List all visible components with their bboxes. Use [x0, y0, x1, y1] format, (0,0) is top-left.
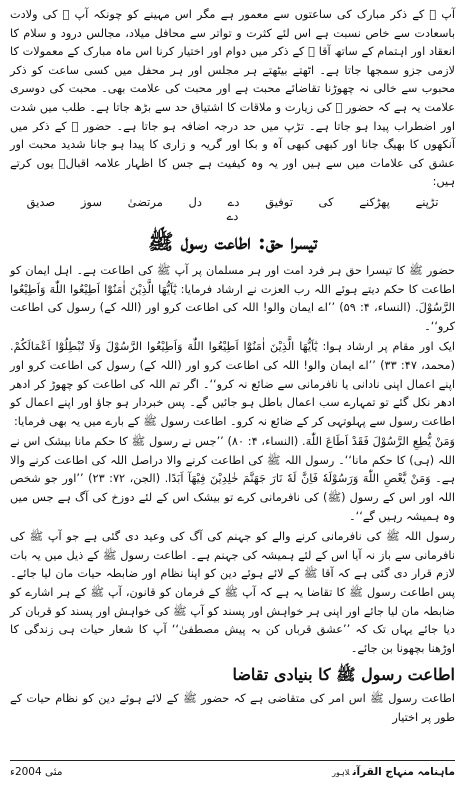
- body-paragraph-1: حضور ﷺ کا تیسرا حق ہر فرد امت اور ہر مسلمان پر آپ ﷺ کی اطاعت ہے۔ اہل ایمان کو اطاعت کا حکم دیتے ہوئے اللہ رب العزت نے ارشاد فرمایا: يٰٓاَيُّهَا الَّذِيْنَ اٰمَنُوْٓا اَطِيْعُوا اللّٰهَ وَاَطِيْعُوا الرَّسُوْلَ. (النساء، ۴: ۵۹) ’’اے ایمان والو! اللہ کی اطاعت کرو اور (اللہ کے) رسول کی اطاعت کرو‘‘۔: [10, 263, 456, 333]
- intro-paragraph: آپ ﷺ کے ذکر مبارک کی ساعتوں سے معمور ہے مگر اس مہینے کو چونکہ آپ ﷺ کی ولادت باسعادت سے خاص نسبت ہے اس لئے کثرت و تواتر سے محافل میلاد، مجالس درود و سلام کا انعقاد اور اہتمام کے ساتھ آقا ﷺ کے ذکر میں دوام اور اختیار کرنا اس ماہ مبارک کے معمولات کا لازمی جزو سمجھا جاتا ہے۔ اٹھتے بیٹھتے ہر مجلس اور ہر محفل میں کسی ساعت کو ذکر محبوب سے خالی نہ چھوڑنا تقاضائے محبت ہے اور محبت کی علامت بھی۔ محبت کی دوسری علامت یہ ہے کہ حضور ﷺ کی زیارت و ملاقات کا اشتیاق حد سے بڑھ جاتا ہے۔ طلب میں شدت اور اضطراب پیدا ہو جاتا ہے۔ تڑپ میں حد درجہ اضافہ ہو جاتا ہے۔ حضور ﷺ کے ذکر میں آنکھوں کا بھیگ جانا اور کبھی کبھی آہ و بکا اور گریہ و زاری کا پیدا ہو جانا شدید محبت اور عشق کی علامات میں سے ہیں اور یہ وہ کیفیت ہے جس کا اظہار علامہ اقبالؒ یوں کرتے ہیں:: [10, 8, 455, 189]
- poetry-verse: تڑپنے پھڑکنے کی توفیق دے دل مرتضیٰ سوز صدیق دے: [26, 194, 439, 223]
- body-paragraph-3: وَمَنْ يُّطِعِ الرَّسُوْلَ فَقَدْ اَطَاعَ اللّٰهَ. (النساء، ۴: ۸۰) ’’جس نے رسول ﷺ کا حکم مانا بیشک اس نے اللہ (ہی) کا حکم مانا‘‘۔ رسول اللہ ﷺ کی اطاعت کرنے والا دراصل اللہ کی اطاعت کرنے والا ہے۔ وَمَنْ يَّعْصِ اللّٰهَ وَرَسُوْلَهٗ فَاِنَّ لَهٗ نَارَ جَهَنَّمَ خٰلِدِيْنَ فِيْهَآ اَبَدًا. (الجن، ۷۲: ۲۳) ’’اور جو شخص اللہ اور اس کے رسول (ﷺ) کی نافرمانی کرے تو بیشک اس کے لئے دوزخ کی آگ ہے جس میں وہ ہمیشہ رہیں گے‘‘۔: [10, 435, 455, 523]
- footer-journal-name: ماہنامہ منہاج القرآن: [352, 766, 455, 778]
- page-footer: [10, 760, 455, 781]
- body-paragraph-4: رسول اللہ ﷺ کی نافرمانی کرنے والے کو جہنم کی آگ کی وعید دی گئی ہے جو آپ ﷺ کی نافرمانی سے باز نہ آیا اس کے لئے ہمیشہ کی جہنم ہے۔ اطاعت رسول ﷺ کے ذیل میں یہ بات لازم قرار دی گئی ہے کہ آقا ﷺ کے لائے ہوئے دین کو اپنا نظام اور ضابطہ حیات مان لیا جائے۔ پس اطاعت رسول ﷺ کا تقاضا یہ ہے کہ آپ ﷺ کے فرمان کو قانون، آپ ﷺ کے ہر اشارے کو ضابطہ مان لیا جائے اور اپنی ہر خواہش اور پسند کو آپ ﷺ کی خواہش اور پسند کو قربان کر دیا جائے یہاں تک کہ ’’عشق قرباں کن بہ پیش مصطفیٰ‘‘ آپ کا شعار حیات ہی زندگی کا اوڑھنا بچھونا بن جائے۔: [10, 530, 455, 655]
- final-paragraph: اطاعت رسول ﷺ اس امر کی متقاضی ہے کہ حضور ﷺ کے لائے ہوئے دین کو نظام حیات کے طور پر اختیار: [10, 692, 455, 724]
- section-heading: تیسرا حق: اطاعت رسول ﷺ: [148, 228, 317, 254]
- footer-date: مئی 2004ء: [10, 766, 63, 778]
- sub-heading: اطاعت رسول ﷺ کا بنیادی تقاضا: [232, 665, 455, 685]
- body-paragraph-2: ایک اور مقام پر ارشاد ہوا: يٰٓاَيُّهَا الَّذِيْنَ اٰمَنُوْٓا اَطِيْعُوا اللّٰهَ وَاَطِيْعُوا الرَّسُوْلَ وَلَا تُبْطِلُوْٓا اَعْمَالَكُمْ. (محمد، ۴۷: ۳۳) ’’اے ایمان والو! اللہ کی اطاعت کرو اور (اللہ کے) رسول کی اطاعت کرو اور اپنے اعمال اپنی نادانی یا نافرمانی سے ضائع نہ کرو‘‘۔ اگر تم اللہ کی اطاعت کو چھوڑ کر ادھر ادھر نکل گئے تو تمہارے سب اعمال باطل ہو جائیں گے۔ پس خبردار ہو جاؤ اور اپنے اعمال کو اطاعت رسول سے پہلوتہی کر کے ضائع نہ کرو۔ اطاعت رسول ﷺ کے بارے میں یہ بھی فرمایا:: [10, 340, 456, 428]
- footer-journal-wrap: [332, 766, 455, 778]
- footer-city: لاہور: [332, 768, 350, 777]
- article-body: [10, 6, 455, 728]
